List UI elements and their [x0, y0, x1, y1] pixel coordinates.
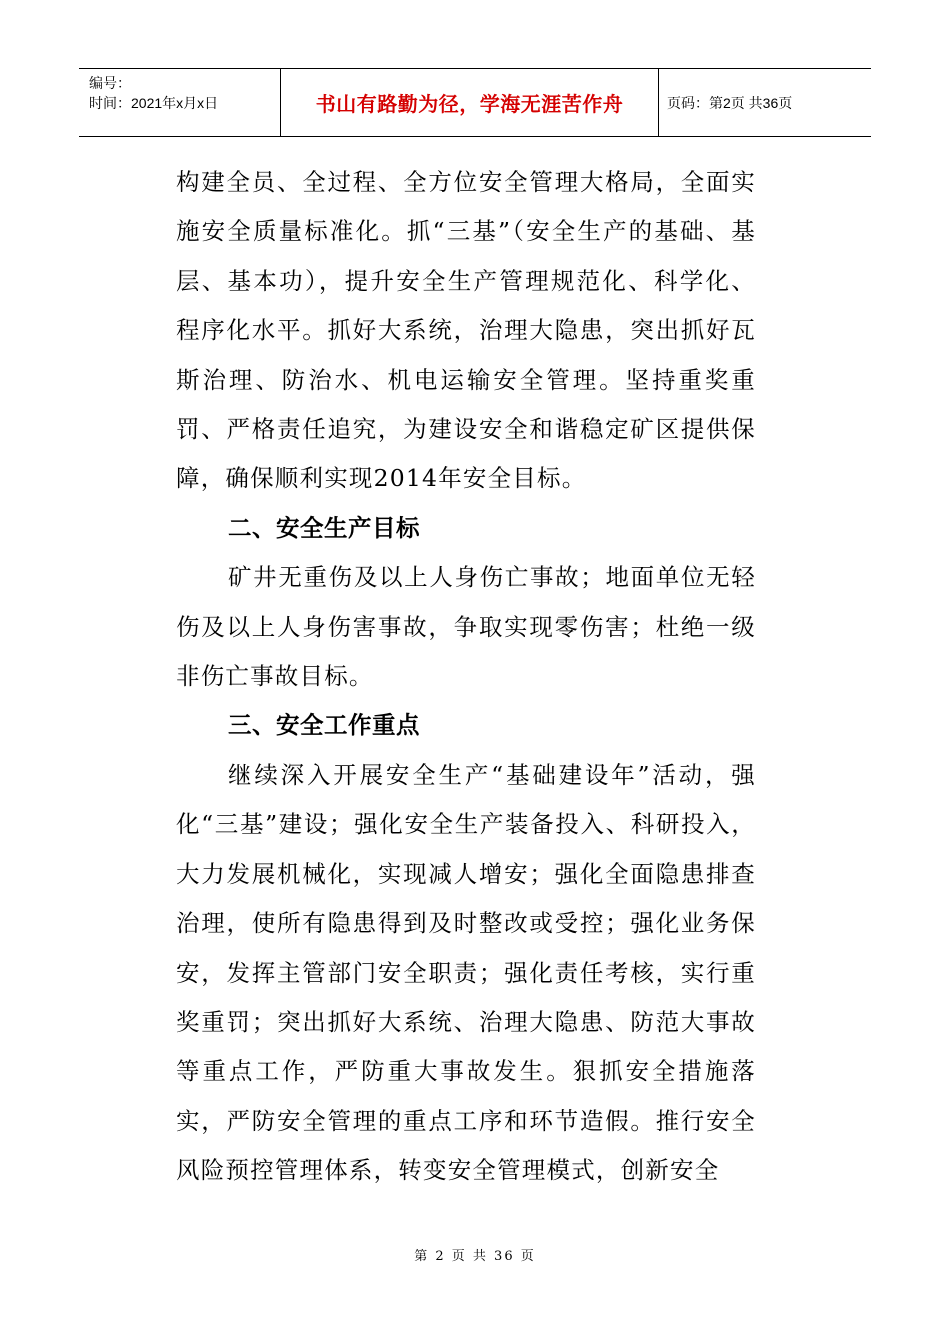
section-heading-focus: 三、安全工作重点 [228, 711, 420, 740]
serial-label: 编号： [89, 75, 131, 91]
section-heading-goals: 二、安全生产目标 [228, 513, 420, 542]
paragraph-goals: 矿井无重伤及以上人身伤亡事故；地面单位无轻伤及以上人身伤害事故，争取实现零伤害；杜绝一级非伤亡事故目标。 [176, 563, 756, 691]
paragraph-intro: 构建全员、全过程、全方位安全管理大格局，全面实施安全质量标准化。抓“三基”（安全生产的基础、基层、基本功），提升安全生产管理规范化、科学化、程序化水平。抓好大系统，治理大隐患，突出抓好瓦斯治理、防治水、机电运输安全管理。坚持重奖重罚、严格责任追究，为建设安全和谐稳定矿区提供保障，确保顺利实现2014年安全目标。 [176, 168, 756, 493]
document-body [176, 158, 756, 1196]
header-page-info: 页码：第2页 共36页 [667, 94, 793, 111]
header-meta [79, 69, 281, 136]
date-label: 时间：2021年x月x日 [89, 95, 219, 111]
paragraph-focus: 继续深入开展安全生产“基础建设年”活动，强化“三基”建设；强化安全生产装备投入、科研投入，大力发展机械化，实现减人增安；强化全面隐患排查治理，使所有隐患得到及时整改或受控；强化业务保安，发挥主管部门安全职责；强化责任考核，实行重奖重罚；突出抓好大系统、治理大隐患、防范大事故等重点工作，严防重大事故发生。狠抓安全措施落实，严防安全管理的重点工序和环节造假。推行安全风险预控管理体系，转变安全管理模式，创新安全 [176, 760, 756, 1185]
header-motto: 书山有路勤为径，学海无涯苦作舟 [281, 69, 659, 136]
page-footer: 第 2 页 共 36 页 [414, 1249, 536, 1264]
document-header [79, 68, 871, 137]
